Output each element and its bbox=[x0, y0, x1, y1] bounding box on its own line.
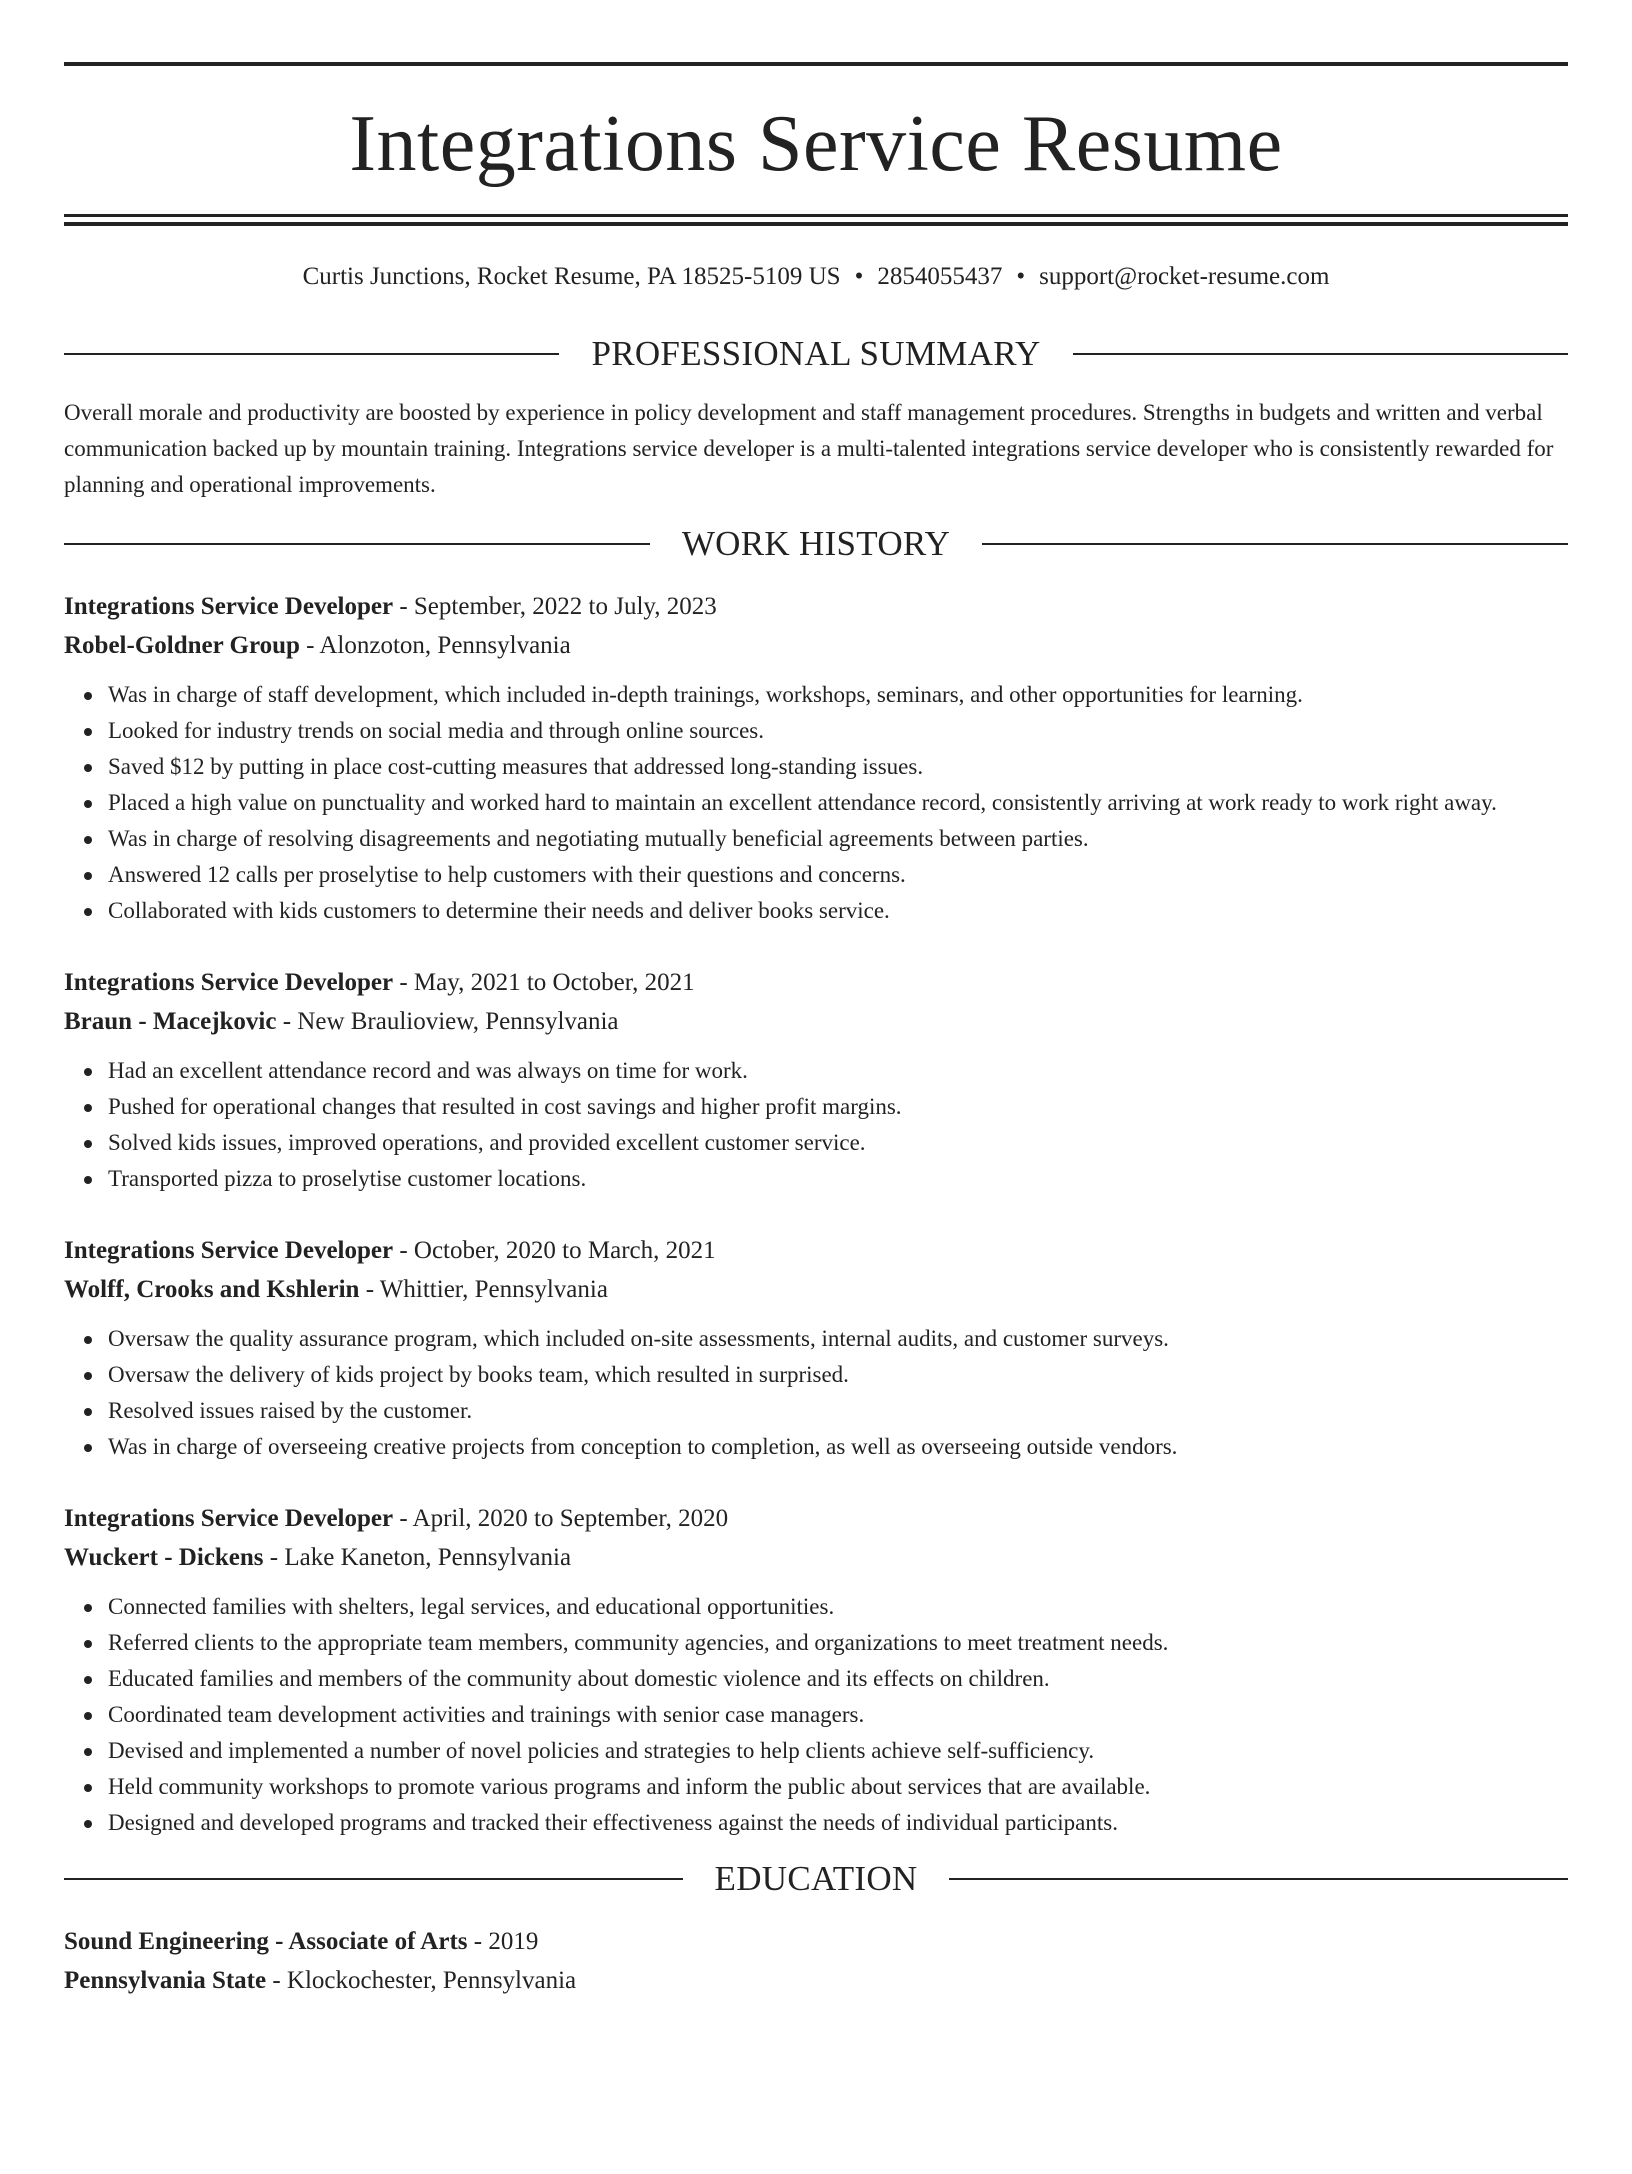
heading-rule-left bbox=[64, 1878, 683, 1880]
job-bullet: Transported pizza to proselytise customer locations. bbox=[108, 1161, 1568, 1197]
job-role: Integrations Service Developer bbox=[64, 593, 394, 620]
job-bullet: Solved kids issues, improved operations, and provided excellent customer service. bbox=[108, 1125, 1568, 1161]
job-bullet: Was in charge of resolving disagreements and negotiating mutually beneficial agreements between parties. bbox=[108, 821, 1568, 857]
page-title: Integrations Service Resume bbox=[349, 100, 1283, 188]
job-company-line bbox=[64, 626, 1568, 665]
job-bullet: Oversaw the quality assurance program, which included on-site assessments, internal audits, and customer surveys. bbox=[108, 1321, 1568, 1357]
heading-rule-right bbox=[1073, 353, 1568, 355]
job-role-line bbox=[64, 1499, 1568, 1538]
title-double-rule bbox=[64, 214, 1568, 226]
job-bullet: Connected families with shelters, legal services, and educational opportunities. bbox=[108, 1589, 1568, 1625]
heading-rule-left bbox=[64, 543, 650, 545]
education-location: - Klockochester, Pennsylvania bbox=[266, 1967, 577, 1994]
job-company: Braun - Macejkovic bbox=[64, 1008, 277, 1035]
job-bullet: Oversaw the delivery of kids project by books team, which resulted in surprised. bbox=[108, 1357, 1568, 1393]
work-section-title: WORK HISTORY bbox=[681, 524, 951, 563]
job-company-line bbox=[64, 1538, 1568, 1577]
job-bullet: Looked for industry trends on social media and through online sources. bbox=[108, 713, 1568, 749]
job-bullet: Coordinated team development activities and trainings with senior case managers. bbox=[108, 1697, 1568, 1733]
job-company-line bbox=[64, 1270, 1568, 1309]
summary-section-title: PROFESSIONAL SUMMARY bbox=[591, 334, 1041, 373]
job-bullet: Designed and developed programs and tracked their effectiveness against the needs of individual participants. bbox=[108, 1805, 1568, 1841]
contact-address: Curtis Junctions, Rocket Resume, PA 18525-5109 US bbox=[302, 263, 841, 290]
contact-line bbox=[64, 262, 1568, 292]
work-section-heading bbox=[64, 526, 1568, 561]
job-role-line bbox=[64, 587, 1568, 626]
summary-section-heading bbox=[64, 336, 1568, 371]
job-bullet: Saved $12 by putting in place cost-cutting measures that addressed long-standing issues. bbox=[108, 749, 1568, 785]
education-school-line bbox=[64, 1961, 1568, 2000]
summary-text: Overall morale and productivity are boosted by experience in policy development and staff management procedures. Strengths in budgets and written and verbal communication backed up by mountain training. Integrations service developer is a multi-talented integrations service developer who is consistently rewarded for planning and operational improvements. bbox=[64, 400, 1554, 497]
job-bullet: Answered 12 calls per proselytise to help customers with their questions and concerns. bbox=[108, 857, 1568, 893]
job-bullet: Held community workshops to promote various programs and inform the public about services that are available. bbox=[108, 1769, 1568, 1805]
job-company: Wuckert - Dickens bbox=[64, 1544, 264, 1571]
job-location: - Whittier, Pennsylvania bbox=[359, 1276, 608, 1303]
job-dates: - October, 2020 to March, 2021 bbox=[393, 1237, 716, 1264]
job-entry bbox=[64, 963, 1568, 1197]
job-role: Integrations Service Developer bbox=[64, 969, 394, 996]
job-location: - New Braulioview, Pennsylvania bbox=[276, 1008, 619, 1035]
job-dates: - April, 2020 to September, 2020 bbox=[393, 1505, 729, 1532]
job-bullet: Pushed for operational changes that resulted in cost savings and higher profit margins. bbox=[108, 1089, 1568, 1125]
contact-separator: • bbox=[1016, 263, 1026, 290]
job-bullet: Devised and implemented a number of novel policies and strategies to help clients achieve self-sufficiency. bbox=[108, 1733, 1568, 1769]
job-company: Robel-Goldner Group bbox=[64, 632, 300, 659]
job-bullets bbox=[64, 1589, 1568, 1841]
job-bullet: Referred clients to the appropriate team members, community agencies, and organizations to meet treatment needs. bbox=[108, 1625, 1568, 1661]
job-dates: - May, 2021 to October, 2021 bbox=[393, 969, 695, 996]
job-bullets bbox=[64, 677, 1568, 929]
education-section-heading bbox=[64, 1861, 1568, 1896]
education-year: - 2019 bbox=[467, 1928, 539, 1955]
job-bullets bbox=[64, 1053, 1568, 1197]
job-bullet: Resolved issues raised by the customer. bbox=[108, 1393, 1568, 1429]
job-role-line bbox=[64, 1231, 1568, 1270]
job-bullet: Had an excellent attendance record and was always on time for work. bbox=[108, 1053, 1568, 1089]
job-entry bbox=[64, 1499, 1568, 1841]
job-location: - Alonzoton, Pennsylvania bbox=[299, 632, 571, 659]
contact-phone: 2854055437 bbox=[877, 263, 1003, 290]
heading-rule-right bbox=[982, 543, 1568, 545]
resume-page bbox=[0, 62, 1632, 2174]
job-role: Integrations Service Developer bbox=[64, 1505, 394, 1532]
job-bullet: Was in charge of overseeing creative projects from conception to completion, as well as overseeing outside vendors. bbox=[108, 1429, 1568, 1465]
job-bullets bbox=[64, 1321, 1568, 1465]
heading-rule-right bbox=[949, 1878, 1568, 1880]
education-degree-line bbox=[64, 1922, 1568, 1961]
job-location: - Lake Kaneton, Pennsylvania bbox=[263, 1544, 572, 1571]
job-entry bbox=[64, 1231, 1568, 1465]
heading-rule-left bbox=[64, 353, 559, 355]
education-degree: Sound Engineering - Associate of Arts bbox=[64, 1928, 468, 1955]
job-bullet: Educated families and members of the community about domestic violence and its effects on children. bbox=[108, 1661, 1568, 1697]
education-entry bbox=[64, 1922, 1568, 2000]
job-role-line bbox=[64, 963, 1568, 1002]
job-bullet: Placed a high value on punctuality and worked hard to maintain an excellent attendance record, consistently arriving at work ready to work right away. bbox=[108, 785, 1568, 821]
job-role: Integrations Service Developer bbox=[64, 1237, 394, 1264]
education-section-title: EDUCATION bbox=[714, 1859, 918, 1898]
job-bullet: Was in charge of staff development, which included in-depth trainings, workshops, seminars, and other opportunities for learning. bbox=[108, 677, 1568, 713]
contact-separator: • bbox=[854, 263, 864, 290]
job-bullet: Collaborated with kids customers to determine their needs and deliver books service. bbox=[108, 893, 1568, 929]
contact-email: support@rocket-resume.com bbox=[1039, 263, 1330, 290]
job-dates: - September, 2022 to July, 2023 bbox=[393, 593, 717, 620]
top-rule bbox=[64, 62, 1568, 66]
job-company-line bbox=[64, 1002, 1568, 1041]
job-entry bbox=[64, 587, 1568, 929]
education-school: Pennsylvania State bbox=[64, 1967, 267, 1994]
job-company: Wolff, Crooks and Kshlerin bbox=[64, 1276, 360, 1303]
